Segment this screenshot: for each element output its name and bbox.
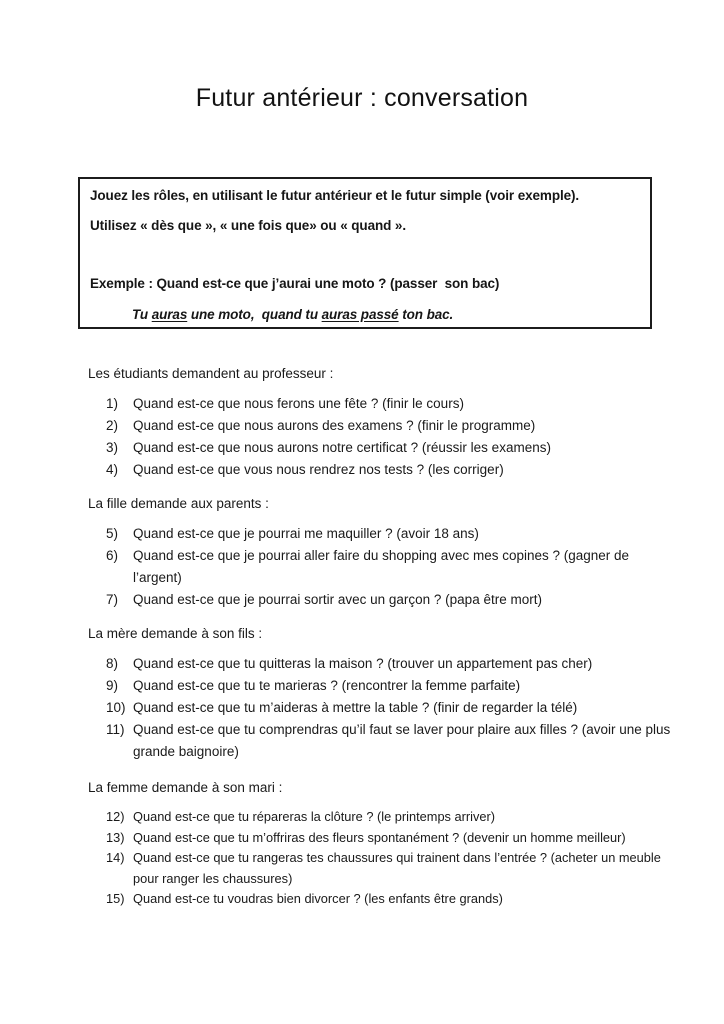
- question-text: Quand est-ce que je pourrai aller faire du shopping avec mes copines ? (gagner de l’argent): [133, 548, 630, 585]
- instructions-box: [78, 177, 652, 329]
- question-item: [88, 653, 672, 675]
- question-list: [88, 653, 672, 763]
- answer-segment-underlined: auras: [151, 307, 188, 322]
- question-number: 12): [106, 809, 125, 824]
- question-number: 5): [106, 526, 119, 541]
- question-number: 8): [106, 656, 119, 671]
- question-number: 4): [106, 462, 119, 477]
- example-answer: [132, 307, 639, 323]
- question-list: [88, 523, 672, 611]
- section-heading: La fille demande aux parents :: [88, 496, 269, 511]
- question-number: 11): [106, 722, 125, 737]
- question-text: Quand est-ce que tu quitteras la maison ? (trouver un appartement pas cher): [133, 656, 593, 671]
- example-question: Exemple : Quand est-ce que j’aurai une moto ? (passer son bac): [90, 276, 500, 291]
- question-item: [88, 459, 672, 481]
- question-list: [88, 807, 672, 910]
- question-item: [88, 545, 672, 589]
- question-text: Quand est-ce que vous nous rendrez nos tests ? (les corriger): [133, 462, 504, 477]
- instruction-line-1: Jouez les rôles, en utilisant le futur antérieur et le futur simple (voir exemple).: [90, 188, 580, 203]
- section-heading: Les étudiants demandent au professeur :: [88, 366, 334, 381]
- section-heading: La femme demande à son mari :: [88, 780, 283, 795]
- question-text: Quand est-ce tu voudras bien divorcer ? (les enfants être grands): [133, 891, 503, 906]
- question-item: [88, 807, 672, 828]
- question-number: 7): [106, 592, 119, 607]
- question-text: Quand est-ce que je pourrai me maquiller ? (avoir 18 ans): [133, 526, 479, 541]
- instruction-line-2: Utilisez « dès que », « une fois que» ou « quand ».: [90, 218, 406, 233]
- question-number: 10): [106, 700, 126, 715]
- answer-segment: ton bac.: [398, 307, 454, 322]
- section-daughter: [88, 493, 672, 611]
- question-item: [88, 828, 672, 849]
- question-item: [88, 697, 672, 719]
- question-text: Quand est-ce que nous aurons des examens ? (finir le programme): [133, 418, 536, 433]
- section-wife: [88, 777, 672, 910]
- question-text: Quand est-ce que nous aurons notre certificat ? (réussir les examens): [133, 440, 551, 455]
- question-text: Quand est-ce que nous ferons une fête ? (finir le cours): [133, 396, 464, 411]
- question-item: [88, 523, 672, 545]
- question-list: [88, 393, 672, 481]
- answer-segment: une moto, quand tu: [187, 307, 322, 322]
- question-item: [88, 848, 672, 889]
- page-title: Futur antérieur : conversation: [195, 84, 529, 112]
- question-text: Quand est-ce que tu comprendras qu’il faut se laver pour plaire aux filles ? (avoir une plus grande baignoire): [133, 722, 671, 759]
- question-item: [88, 675, 672, 697]
- question-number: 2): [106, 418, 119, 433]
- question-text: Quand est-ce que tu m’offriras des fleurs spontanément ? (devenir un homme meilleur): [133, 829, 626, 845]
- question-number: 15): [106, 891, 125, 906]
- section-students: [88, 363, 672, 481]
- question-item: [88, 415, 672, 437]
- question-number: 9): [106, 678, 119, 693]
- section-mother: [88, 623, 672, 763]
- exercise-sections: [0, 363, 724, 910]
- answer-segment: Tu: [132, 307, 152, 322]
- question-text: Quand est-ce que tu répareras la clôture ? (le printemps arriver): [133, 809, 496, 824]
- question-text: Quand est-ce que tu rangeras tes chaussures qui trainent dans l’entrée ? (acheter un meuble pour ranger les chaussures): [133, 850, 661, 886]
- question-item: [88, 437, 672, 459]
- section-heading: La mère demande à son fils :: [88, 626, 263, 641]
- question-number: 3): [106, 440, 119, 455]
- question-number: 14): [106, 850, 125, 865]
- question-text: Quand est-ce que tu te marieras ? (rencontrer la femme parfaite): [133, 678, 521, 693]
- question-item: [88, 589, 672, 611]
- question-number: 13): [106, 829, 125, 845]
- question-text: Quand est-ce que tu m’aideras à mettre la table ? (finir de regarder la télé): [133, 700, 578, 715]
- question-item: [88, 719, 672, 763]
- question-item: [88, 393, 672, 415]
- answer-segment-underlined: auras passé: [321, 307, 399, 322]
- question-number: 6): [106, 548, 119, 563]
- question-text: Quand est-ce que je pourrai sortir avec un garçon ? (papa être mort): [133, 592, 542, 607]
- question-item: [88, 889, 672, 910]
- question-number: 1): [106, 396, 119, 411]
